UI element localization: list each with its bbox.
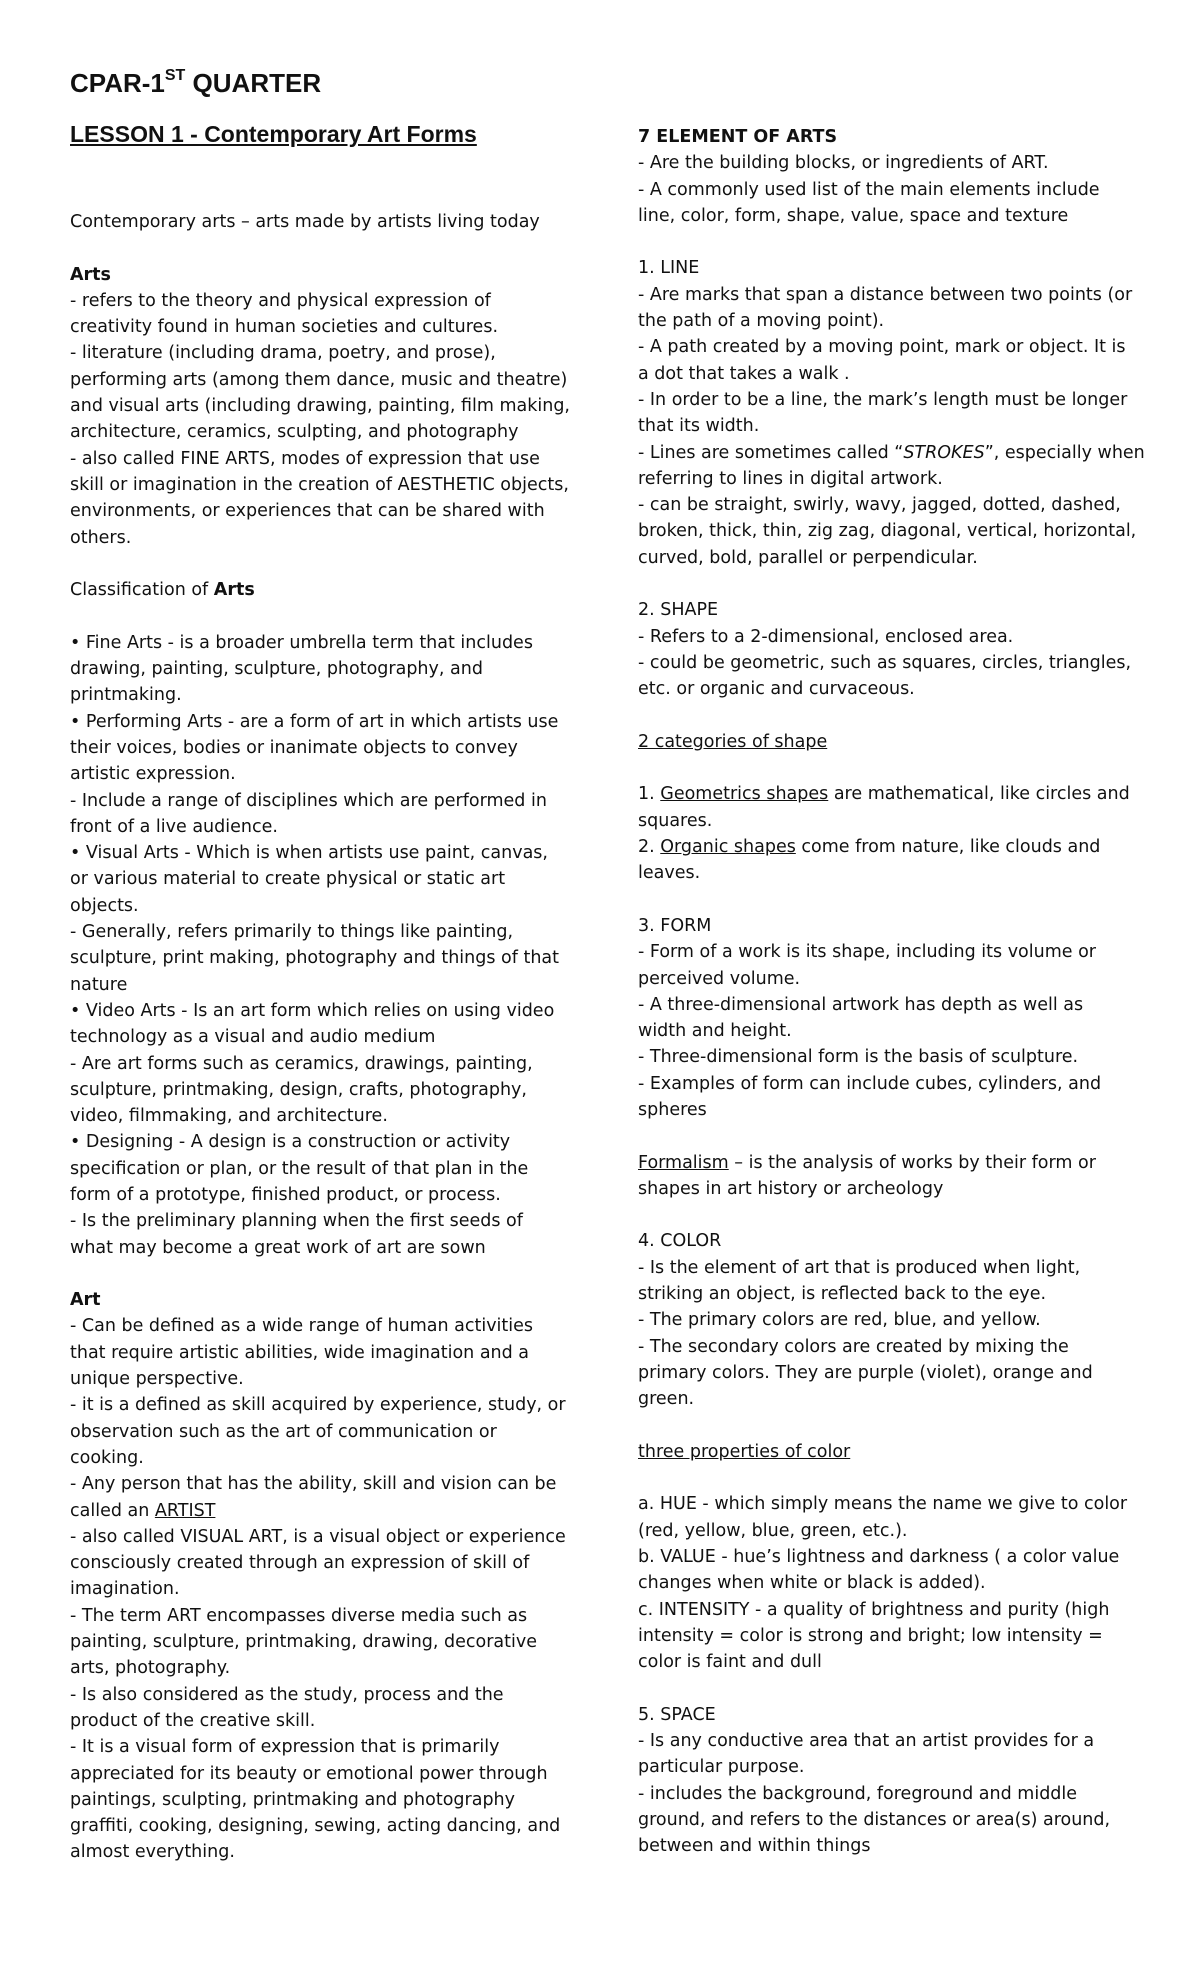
text-line: nature bbox=[70, 974, 128, 995]
text-line: • Video Arts - Is an art form which relies on using video bbox=[70, 1000, 555, 1021]
text-line: a. HUE - which simply means the name we give to color bbox=[638, 1494, 1128, 1515]
text-line: appreciated for its beauty or emotional power through bbox=[70, 1763, 548, 1784]
text-line: creativity found in human societies and cultures. bbox=[70, 317, 499, 338]
text-line: - it is a defined as skill acquired by experience, study, or bbox=[70, 1395, 566, 1416]
text-line: between and within things bbox=[638, 1836, 871, 1857]
text-line: c. INTENSITY - a quality of brightness and purity (high bbox=[638, 1599, 1110, 1620]
text-line: intensity = color is strong and bright; low intensity = bbox=[638, 1625, 1103, 1646]
text-line: - Is the element of art that is produced when light, bbox=[638, 1257, 1081, 1278]
text-line bbox=[638, 834, 1140, 860]
intro-line: Contemporary arts – arts made by artists living today bbox=[70, 212, 540, 232]
text-line: - Three-dimensional form is the basis of sculpture. bbox=[638, 1047, 1079, 1068]
text-line: unique perspective. bbox=[70, 1369, 244, 1390]
text-line: - The primary colors are red, blue, and yellow. bbox=[638, 1310, 1041, 1331]
text-line: - Is the preliminary planning when the first seeds of bbox=[70, 1211, 523, 1232]
text-line: the path of a moving point). bbox=[638, 311, 885, 332]
text-line: - A three-dimensional artwork has depth as well as bbox=[638, 994, 1084, 1015]
text-line: sculpture, printmaking, design, crafts, photography, bbox=[70, 1079, 527, 1100]
cat1-number: 1. bbox=[638, 784, 661, 805]
text-line: width and height. bbox=[638, 1021, 792, 1042]
lesson-title: LESSON 1 - Contemporary Art Forms bbox=[70, 121, 477, 147]
text-line: almost everything. bbox=[70, 1842, 235, 1863]
art-heading: Art bbox=[70, 1290, 101, 1311]
elements-heading: 7 ELEMENT OF ARTS bbox=[638, 127, 838, 147]
space-heading: 5. SPACE bbox=[638, 1704, 716, 1725]
text-line: - The secondary colors are created by mixing the bbox=[638, 1336, 1069, 1357]
text-line: objects. bbox=[70, 895, 139, 916]
text-line: perceived volume. bbox=[638, 968, 801, 989]
text-line: front of a live audience. bbox=[70, 816, 278, 837]
text-line: - includes the background, foreground and middle bbox=[638, 1783, 1078, 1804]
left-column bbox=[70, 209, 570, 1866]
text-line: particular purpose. bbox=[638, 1757, 805, 1778]
text-line: - Examples of form can include cubes, cylinders, and bbox=[638, 1073, 1102, 1094]
strokes-prefix: - Lines are sometimes called “ bbox=[638, 442, 904, 463]
text-line: leaves. bbox=[638, 863, 701, 884]
text-line: imagination. bbox=[70, 1579, 180, 1600]
arts-heading: Arts bbox=[70, 264, 111, 285]
text-line: form of a prototype, finished product, or process. bbox=[70, 1184, 501, 1205]
text-line: • Visual Arts - Which is when artists use paint, canvas, bbox=[70, 843, 548, 864]
art-definition bbox=[70, 1313, 570, 1865]
color-heading: 4. COLOR bbox=[638, 1231, 722, 1252]
text-line: observation such as the art of communication or bbox=[70, 1421, 497, 1442]
text-line: drawing, painting, sculpture, photography, and bbox=[70, 659, 483, 680]
text-line: others. bbox=[70, 527, 132, 548]
text-line: artistic expression. bbox=[70, 764, 236, 785]
artist-term: ARTIST bbox=[154, 1500, 216, 1521]
text-line: - Can be defined as a wide range of human activities bbox=[70, 1316, 534, 1337]
text-line: video, filmmaking, and architecture. bbox=[70, 1106, 388, 1127]
text-line bbox=[638, 440, 1145, 466]
shape-heading: 2. SHAPE bbox=[638, 600, 719, 621]
text-line: - can be straight, swirly, wavy, jagged, dotted, dashed, bbox=[638, 495, 1121, 516]
form-heading: 3. FORM bbox=[638, 915, 712, 936]
text-line: that require artistic abilities, wide imagination and a bbox=[70, 1342, 530, 1363]
text-line: what may become a great work of art are sown bbox=[70, 1237, 486, 1258]
text-line: line, color, form, shape, value, space and texture bbox=[638, 205, 1069, 226]
shape-categories-heading: 2 categories of shape bbox=[638, 731, 828, 752]
classification-heading bbox=[70, 577, 570, 603]
cat2-rest: come from nature, like clouds and bbox=[795, 837, 1101, 858]
title-prefix: CPAR-1 bbox=[70, 68, 165, 98]
text-line: ground, and refers to the distances or area(s) around, bbox=[638, 1810, 1111, 1830]
text-line: architecture, ceramics, sculpting, and photography bbox=[70, 422, 519, 443]
text-line: - Generally, refers primarily to things like painting, bbox=[70, 922, 514, 943]
text-line: - Are art forms such as ceramics, drawings, painting, bbox=[70, 1053, 533, 1074]
text-line: - Form of a work is its shape, including its volume or bbox=[638, 942, 1096, 963]
formalism-term: Formalism bbox=[638, 1152, 729, 1173]
title-suffix: QUARTER bbox=[185, 68, 322, 98]
text-line bbox=[638, 781, 1140, 807]
text-line: color is faint and dull bbox=[638, 1652, 822, 1673]
text-line: - In order to be a line, the mark’s length must be longer bbox=[638, 389, 1128, 410]
color-properties-heading: three properties of color bbox=[638, 1441, 851, 1462]
text-line: - also called VISUAL ART, is a visual object or experience bbox=[70, 1526, 566, 1547]
text-line: - Include a range of disciplines which are performed in bbox=[70, 790, 547, 811]
formalism-rest: – is the analysis of works by their form or bbox=[728, 1152, 1096, 1173]
text-line: referring to lines in digital artwork. bbox=[638, 468, 943, 489]
text-line: • Fine Arts - is a broader umbrella term that includes bbox=[70, 632, 533, 653]
text-line: curved, bold, parallel or perpendicular. bbox=[638, 547, 978, 568]
text-line bbox=[638, 1150, 1140, 1176]
text-line: broken, thick, thin, zig zag, diagonal, vertical, horizontal, bbox=[638, 521, 1137, 542]
cat1-rest: are mathematical, like circles and bbox=[828, 784, 1130, 805]
line-heading: 1. LINE bbox=[638, 258, 700, 279]
text-line: cooking. bbox=[70, 1447, 144, 1468]
text-line: spheres bbox=[638, 1099, 707, 1120]
classification-prefix: Classification of bbox=[70, 580, 214, 601]
text-line: graffiti, cooking, designing, sewing, acting dancing, and bbox=[70, 1816, 561, 1837]
text-line: shapes in art history or archeology bbox=[638, 1178, 944, 1199]
text-line: their voices, bodies or inanimate objects to convey bbox=[70, 737, 518, 758]
text-line: - Refers to a 2-dimensional, enclosed area. bbox=[638, 626, 1014, 647]
text-line: specification or plan, or the result of that plan in the bbox=[70, 1158, 529, 1179]
document-title bbox=[70, 68, 321, 98]
text-line: etc. or organic and curvaceous. bbox=[638, 679, 915, 700]
text-line: b. VALUE - hue’s lightness and darkness ( a color value bbox=[638, 1547, 1120, 1568]
text-line: - could be geometric, such as squares, circles, triangles, bbox=[638, 652, 1132, 673]
text-line: arts, photography. bbox=[70, 1658, 231, 1679]
text-line: and visual arts (including drawing, painting, film making, bbox=[70, 396, 570, 417]
text-line: a dot that takes a walk . bbox=[638, 363, 850, 384]
text-line: • Performing Arts - are a form of art in which artists use bbox=[70, 711, 559, 732]
text-line: sculpture, print making, photography and things of that bbox=[70, 948, 560, 969]
text-line: consciously created through an expression of skill of bbox=[70, 1553, 530, 1574]
text-line: painting, sculpture, printmaking, drawing, decorative bbox=[70, 1632, 537, 1653]
called-prefix: called an bbox=[70, 1500, 155, 1521]
title-superscript: ST bbox=[164, 67, 186, 85]
text-line: - A path created by a moving point, mark or object. It is bbox=[638, 337, 1126, 358]
text-line: changes when white or black is added). bbox=[638, 1573, 986, 1594]
text-line bbox=[70, 1498, 570, 1524]
text-line: - Are the building blocks, or ingredients of ART. bbox=[638, 153, 1049, 174]
text-line: - Is any conductive area that an artist provides for a bbox=[638, 1731, 1095, 1752]
text-line: technology as a visual and audio medium bbox=[70, 1027, 436, 1048]
text-line: green. bbox=[638, 1389, 695, 1410]
text-line: - Are marks that span a distance between two points (or bbox=[638, 284, 1133, 305]
text-line: striking an object, is reflected back to the eye. bbox=[638, 1284, 1047, 1305]
text-line: printmaking. bbox=[70, 685, 182, 706]
organic-shapes-term: Organic shapes bbox=[660, 837, 796, 858]
text-line: product of the creative skill. bbox=[70, 1710, 316, 1731]
text-line: primary colors. They are purple (violet), orange and bbox=[638, 1362, 1093, 1383]
geometric-shapes-term: Geometrics shapes bbox=[660, 784, 829, 805]
text-line: performing arts (among them dance, music and theatre) bbox=[70, 369, 568, 390]
text-line: - literature (including drama, poetry, and prose), bbox=[70, 343, 496, 364]
right-column bbox=[638, 124, 1145, 1860]
text-line: - also called FINE ARTS, modes of expression that use bbox=[70, 448, 540, 469]
text-line: - It is a visual form of expression that is primarily bbox=[70, 1737, 500, 1758]
text-line: environments, or experiences that can be shared with bbox=[70, 501, 545, 522]
text-line: • Designing - A design is a construction or activity bbox=[70, 1132, 511, 1153]
arts-definition bbox=[70, 288, 570, 551]
text-line: - refers to the theory and physical expression of bbox=[70, 290, 491, 311]
strokes-term: STROKES bbox=[903, 442, 985, 463]
text-line: - A commonly used list of the main elements include bbox=[638, 179, 1100, 200]
text-line: - Is also considered as the study, process and the bbox=[70, 1684, 504, 1705]
text-line: (red, yellow, blue, green, etc.). bbox=[638, 1520, 908, 1541]
cat2-number: 2. bbox=[638, 837, 661, 858]
text-line: or various material to create physical or static art bbox=[70, 869, 506, 890]
text-line: - The term ART encompasses diverse media such as bbox=[70, 1605, 528, 1626]
text-line: skill or imagination in the creation of AESTHETIC objects, bbox=[70, 474, 569, 495]
classification-list bbox=[70, 630, 570, 1261]
text-line: paintings, sculpting, printmaking and photography bbox=[70, 1789, 515, 1810]
strokes-suffix: ”, especially when bbox=[984, 442, 1145, 463]
text-line: - Any person that has the ability, skill and vision can be bbox=[70, 1474, 557, 1495]
classification-bold: Arts bbox=[213, 580, 255, 601]
text-line: that its width. bbox=[638, 416, 760, 437]
text-line: squares. bbox=[638, 810, 713, 831]
